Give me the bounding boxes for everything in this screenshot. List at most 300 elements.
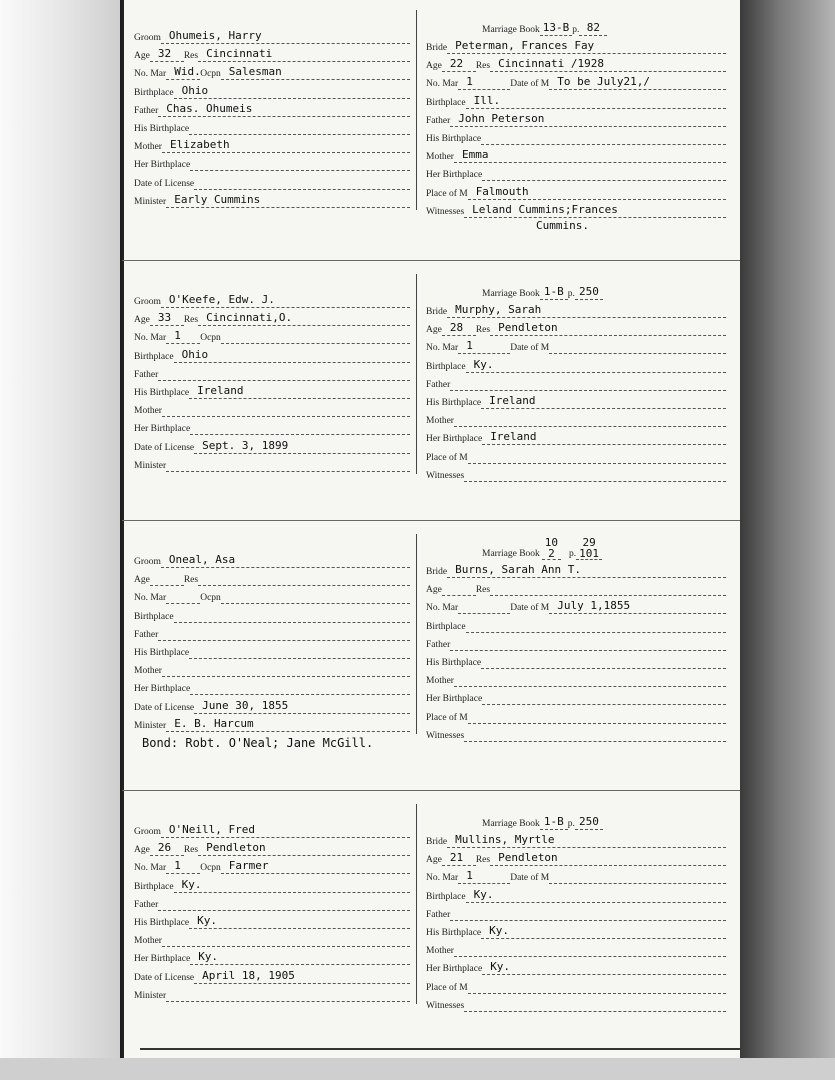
record-4-groom-minister-row xyxy=(134,986,410,1002)
scan-right-margin xyxy=(740,0,835,1080)
scan-bottom-margin xyxy=(0,1058,835,1080)
record-4-marriage-book xyxy=(482,808,603,830)
record-2-bride-age-value: 28 xyxy=(442,321,476,336)
record-2-groom-age-label: Age xyxy=(134,315,150,326)
record-3-bride-his-birthplace-label: His Birthplace xyxy=(426,658,482,668)
record-1-bride-res-label: Res xyxy=(475,61,491,72)
record-1-groom-license-value xyxy=(194,175,410,190)
record-2-bride-age-label: Age xyxy=(426,325,442,336)
record-4-book-number: 1-B xyxy=(540,815,568,830)
record-3-groom-her-birthplace-label: Her Birthplace xyxy=(134,684,191,695)
record-1-groom-minister-label: Minister xyxy=(134,196,167,207)
record-3-bride-date-of-m-value: July 1,1855 xyxy=(549,599,726,614)
record-2-bride-witnesses-label: Witnesses xyxy=(426,470,465,481)
record-4-bride-date-of-m-value xyxy=(549,869,726,884)
record-2-groom-birthplace-value: Ohio xyxy=(174,348,410,363)
record-3-bride-birthplace-row xyxy=(426,617,726,633)
record-1-page-label: p. xyxy=(572,25,580,35)
record-1-bride-nomar-row xyxy=(426,74,726,90)
record-3-bride-place-of-m-label: Place of M xyxy=(426,712,468,723)
record-2-bride-father-value xyxy=(450,376,726,391)
record-1-bride-father-value: John Peterson xyxy=(450,112,726,127)
record-3-bride-age-label: Age xyxy=(426,585,442,596)
record-4-bride-no-mar-label: No. Mar xyxy=(426,873,459,884)
record-3-groom-his-birthplace-label: His Birthplace xyxy=(134,648,190,658)
record-3-bride-no-mar-value xyxy=(458,599,510,614)
record-3-groom-license-value: June 30, 1855 xyxy=(194,699,410,714)
record-3-separator xyxy=(122,520,740,521)
record-4-groom-nomar-row xyxy=(134,858,410,874)
record-1-bride-label: Bride xyxy=(426,43,448,53)
record-2-groom-his-birthplace-row xyxy=(134,383,410,399)
record-4-bride-place-of-m-label: Place of M xyxy=(426,982,468,993)
record-3-groom-ocpn-value xyxy=(221,589,410,604)
record-1-groom-age-row xyxy=(134,46,410,62)
record-3-bond-note: Bond: Robt. O'Neal; Jane McGill. xyxy=(142,736,374,750)
record-2-bride-res-label: Res xyxy=(475,325,491,336)
record-3-bride-age-row xyxy=(426,580,726,596)
record-1-bride-her-birthplace-label: Her Birthplace xyxy=(426,170,483,181)
record-3-bride-place-of-m-value xyxy=(468,709,726,724)
record-1-groom-mother-row xyxy=(134,137,410,153)
record-1-groom-birthplace-label: Birthplace xyxy=(134,87,174,98)
record-4-groom-her-birthplace-value: Ky. xyxy=(190,950,410,965)
record-3-page-number-top: 29 xyxy=(582,536,596,549)
record-2-groom-label: Groom xyxy=(134,297,161,307)
record-1-bride-age-row xyxy=(426,56,726,72)
record-4-marriage-book-label: Marriage Book xyxy=(482,819,540,829)
record-4-groom-age-value: 26 xyxy=(150,841,184,856)
record-1-bride-res-value: Cincinnati /1928 xyxy=(490,57,726,72)
record-4-bride-her-birthplace-value: Ky. xyxy=(482,960,726,975)
record-4-bride-date-of-m-label: Date of M xyxy=(510,873,550,884)
record-1-groom-minister-row xyxy=(134,192,410,208)
record-1-groom-mother-value: Elizabeth xyxy=(162,138,410,153)
record-3-bride-his-birthplace-row xyxy=(426,653,726,669)
record-4-bride-her-birthplace-label: Her Birthplace xyxy=(426,964,483,975)
record-4-bride-witnesses-row xyxy=(426,996,726,1012)
record-4-bride-age-value: 21 xyxy=(442,851,476,866)
record-3-book-number xyxy=(542,537,561,560)
record-3-groom-res-label: Res xyxy=(183,575,199,586)
record-3-groom-minister-row xyxy=(134,716,410,732)
record-4-bride-mother-row xyxy=(426,941,726,957)
record-2-bride-place-of-m-value xyxy=(468,449,726,464)
record-2-bride-date-of-m-label: Date of M xyxy=(510,343,550,354)
record-1-bride-mother-value: Emma xyxy=(454,148,726,163)
record-3-groom-age-label: Age xyxy=(134,575,150,586)
record-2-groom-age-value: 33 xyxy=(150,311,184,326)
record-3-bride-label: Bride xyxy=(426,567,448,577)
record-4-groom-license-label: Date of License xyxy=(134,972,195,983)
record-4-bride-res-label: Res xyxy=(475,855,491,866)
record-3-groom-row xyxy=(134,552,410,568)
record-1-groom-license-label: Date of License xyxy=(134,178,195,189)
record-3-groom-res-value xyxy=(198,571,410,586)
record-2-groom-mother-value xyxy=(162,402,410,417)
record-2-groom-res-label: Res xyxy=(183,315,199,326)
record-1-bride-her-birthplace-row xyxy=(426,165,726,181)
record-1-groom-minister-value: Early Cummins xyxy=(166,193,410,208)
record-2-groom-no-mar-label: No. Mar xyxy=(134,333,167,344)
record-4-bride-place-row xyxy=(426,978,726,994)
record-3-bride-birthplace-label: Birthplace xyxy=(426,621,466,632)
record-2-groom-age-row xyxy=(134,310,410,326)
record-4-bride-age-label: Age xyxy=(426,855,442,866)
record-4-groom-res-label: Res xyxy=(183,845,199,856)
record-4-groom-father-label: Father xyxy=(134,899,159,910)
record-4-groom-ocpn-value: Farmer xyxy=(221,859,410,874)
record-3-groom-nomar-row xyxy=(134,588,410,604)
record-3-page-number-bottom: 101 xyxy=(579,547,600,560)
record-4-bride-father-row xyxy=(426,905,726,921)
record-1-bride-place-of-m-value: Falmouth xyxy=(468,185,726,200)
record-2-groom-his-birthplace-value: Ireland xyxy=(189,384,410,399)
record-4-groom-license-value: April 18, 1905 xyxy=(194,969,410,984)
record-2-bride-date-of-m-value xyxy=(549,339,726,354)
record-1-bride-mother-label: Mother xyxy=(426,152,454,163)
record-4-bride-nomar-row xyxy=(426,868,726,884)
record-2-groom-minister-value xyxy=(166,457,410,472)
record-2-bride-no-mar-label: No. Mar xyxy=(426,343,459,354)
record-1-bride-witnesses-value: Leland Cummins;Frances xyxy=(464,203,726,218)
record-1-groom-age-value: 32 xyxy=(150,47,184,62)
record-4-groom-age-row xyxy=(134,840,410,856)
record-1-bride-age-value: 22 xyxy=(442,57,476,72)
record-2-groom-his-birthplace-label: His Birthplace xyxy=(134,388,190,398)
record-2-bride-his-birthplace-value: Ireland xyxy=(481,394,726,409)
record-2-groom-minister-label: Minister xyxy=(134,460,167,471)
record-3-book-number-top: 10 xyxy=(544,536,559,549)
record-4-groom-label: Groom xyxy=(134,827,161,837)
record-4-groom-no-mar-label: No. Mar xyxy=(134,863,167,874)
record-3-groom-father-label: Father xyxy=(134,629,159,640)
record-3-groom-his-birthplace-value xyxy=(189,644,410,659)
record-2-groom-license-row xyxy=(134,438,410,454)
record-1-groom-birthplace-value: Ohio xyxy=(174,84,410,99)
record-3-groom-her-birthplace-row xyxy=(134,679,410,695)
record-1-groom-no-mar-label: No. Mar xyxy=(134,69,167,80)
record-3-bride-his-birthplace-value xyxy=(481,654,726,669)
record-2-bride-witnesses-row xyxy=(426,466,726,482)
record-1-groom-res-label: Res xyxy=(183,51,199,62)
record-3-groom-birthplace-value xyxy=(174,608,410,623)
record-2-groom-father-label: Father xyxy=(134,369,159,380)
record-2-marriage-book-label: Marriage Book xyxy=(482,289,540,299)
record-3-bride-father-row xyxy=(426,635,726,651)
record-4-groom-mother-row xyxy=(134,931,410,947)
record-2-bride-father-label: Father xyxy=(426,379,451,390)
record-2-bride-age-row xyxy=(426,320,726,336)
record-2-groom-license-label: Date of License xyxy=(134,442,195,453)
record-3-bride-her-birthplace-label: Her Birthplace xyxy=(426,694,483,705)
record-4-groom-row xyxy=(134,822,410,838)
record-1-groom-father-value: Chas. Ohumeis xyxy=(158,102,410,117)
record-3-groom-father-row xyxy=(134,625,410,641)
record-4-bride-label: Bride xyxy=(426,837,448,847)
record-1-groom-his-birthplace-row xyxy=(134,119,410,135)
record-1-bride-place-row xyxy=(426,184,726,200)
record-2-groom-name-value: O'Keefe, Edw. J. xyxy=(161,293,410,308)
record-1-groom-age-label: Age xyxy=(134,51,150,62)
record-3-groom-age-row xyxy=(134,570,410,586)
record-3-bride-mother-row xyxy=(426,671,726,687)
record-4-bride-no-mar-value: 1 xyxy=(458,869,510,884)
record-2-bride-no-mar-value: 1 xyxy=(458,339,510,354)
record-1-bride-row xyxy=(426,38,726,54)
record-2-groom-ocpn-label: Ocpn xyxy=(200,333,221,344)
record-3-groom-birthplace-row xyxy=(134,607,410,623)
record-2-groom-license-value: Sept. 3, 1899 xyxy=(194,439,410,454)
record-1-bride-his-birthplace-row xyxy=(426,129,726,145)
record-3-bride-age-value xyxy=(442,581,476,596)
record-4-groom-his-birthplace-row xyxy=(134,913,410,929)
record-3-groom-age-value xyxy=(150,571,184,586)
record-3-bride-nomar-row xyxy=(426,598,726,614)
record-2-page-label: p. xyxy=(567,289,575,299)
record-1-groom-ocpn-value: Salesman xyxy=(221,65,410,80)
record-2-bride-name-value: Murphy, Sarah xyxy=(447,303,726,318)
record-2-book-number: 1-B xyxy=(540,285,568,300)
record-3-groom-license-label: Date of License xyxy=(134,702,195,713)
record-1-bride-father-row xyxy=(426,111,726,127)
record-3-groom-her-birthplace-value xyxy=(190,680,410,695)
record-4-bride-row xyxy=(426,832,726,848)
record-2-bride-row xyxy=(426,302,726,318)
record-1-groom-name-value: Ohumeis, Harry xyxy=(161,29,410,44)
record-1-groom-father-row xyxy=(134,101,410,117)
record-2-marriage-book xyxy=(482,278,603,300)
record-4-groom-minister-label: Minister xyxy=(134,990,167,1001)
record-4-bride-her-birthplace-row xyxy=(426,959,726,975)
record-3-book-number-bottom: 2 xyxy=(548,547,555,560)
record-1-groom-label: Groom xyxy=(134,33,161,43)
record-1-bride-witnesses-label: Witnesses xyxy=(426,206,465,217)
record-3-bride-mother-value xyxy=(454,672,726,687)
record-2-groom-birthplace-row xyxy=(134,347,410,363)
record-3-bride-res-value xyxy=(490,581,726,596)
record-4-bride-birthplace-label: Birthplace xyxy=(426,891,466,902)
record-3-bride-witnesses-row xyxy=(426,726,726,742)
record-3-bride-her-birthplace-row xyxy=(426,689,726,705)
record-1-bride-place-of-m-label: Place of M xyxy=(426,188,468,199)
record-3-groom-minister-value: E. B. Harcum xyxy=(166,717,410,732)
record-4-bride-birthplace-row xyxy=(426,887,726,903)
record-2-bride-mother-row xyxy=(426,411,726,427)
record-3-groom-no-mar-value xyxy=(166,589,200,604)
record-1-bride-his-birthplace-value xyxy=(481,130,726,145)
record-4-page-number: 250 xyxy=(575,815,603,830)
record-3-marriage-book xyxy=(482,538,602,560)
record-4-page-label: p. xyxy=(567,819,575,829)
record-1-book-number: 13-B xyxy=(540,21,573,36)
record-3-groom-mother-value xyxy=(162,662,410,677)
record-1-groom-her-birthplace-value xyxy=(190,156,410,171)
record-4-bride-witnesses-value xyxy=(464,997,726,1012)
record-2-groom-nomar-row xyxy=(134,328,410,344)
record-3-groom-minister-label: Minister xyxy=(134,720,167,731)
record-4-separator xyxy=(122,790,740,791)
record-4-column-divider xyxy=(416,804,417,1004)
record-4-bride-mother-label: Mother xyxy=(426,946,454,957)
record-4-groom-father-value xyxy=(158,896,410,911)
record-1-bride-date-of-m-label: Date of M xyxy=(510,79,550,90)
record-1-bride-birthplace-value: Ill. xyxy=(466,94,726,109)
record-1-groom-his-birthplace-label: His Birthplace xyxy=(134,124,190,134)
record-2-groom-mother-row xyxy=(134,401,410,417)
record-2-page-number: 250 xyxy=(575,285,603,300)
record-3-bride-witnesses-label: Witnesses xyxy=(426,730,465,741)
record-3-bride-mother-label: Mother xyxy=(426,676,454,687)
record-3-groom-birthplace-label: Birthplace xyxy=(134,611,174,622)
record-4-bride-father-value xyxy=(450,906,726,921)
record-2-bride-place-of-m-label: Place of M xyxy=(426,452,468,463)
record-1-groom-ocpn-label: Ocpn xyxy=(200,69,221,80)
record-2-groom-minister-row xyxy=(134,456,410,472)
record-4-bride-name-value: Mullins, Myrtle xyxy=(447,833,726,848)
record-4-groom-birthplace-label: Birthplace xyxy=(134,881,174,892)
record-1-column-divider xyxy=(416,10,417,210)
record-2-bride-father-row xyxy=(426,375,726,391)
record-3-groom-his-birthplace-row xyxy=(134,643,410,659)
record-2-bride-his-birthplace-row xyxy=(426,393,726,409)
record-2-bride-res-value: Pendleton xyxy=(490,321,726,336)
record-1-bride-witnesses-continued: Cummins. xyxy=(536,219,589,232)
record-3-bride-no-mar-label: No. Mar xyxy=(426,603,459,614)
record-2-groom-her-birthplace-row xyxy=(134,419,410,435)
record-4-groom-his-birthplace-value: Ky. xyxy=(189,914,410,929)
record-1-groom-license-row xyxy=(134,174,410,190)
record-2-bride-witnesses-value xyxy=(464,467,726,482)
record-1-groom-no-mar-value: Wid. xyxy=(166,65,200,80)
record-4-groom-ocpn-label: Ocpn xyxy=(200,863,221,874)
record-1-bride-name-value: Peterman, Frances Fay xyxy=(447,39,726,54)
record-1-groom-his-birthplace-value xyxy=(189,120,410,135)
record-1-groom-res-value: Cincinnati xyxy=(198,47,410,62)
record-4-groom-mother-value xyxy=(162,932,410,947)
record-4-bride-place-of-m-value xyxy=(468,979,726,994)
record-1-bride-her-birthplace-value xyxy=(482,166,726,181)
record-3-page-number xyxy=(576,537,602,560)
record-1-marriage-book xyxy=(482,14,607,36)
record-4-groom-mother-label: Mother xyxy=(134,936,162,947)
record-1-groom-her-birthplace-row xyxy=(134,155,410,171)
record-2-bride-place-row xyxy=(426,448,726,464)
record-4-groom-no-mar-value: 1 xyxy=(166,859,200,874)
record-1-groom-birthplace-row xyxy=(134,83,410,99)
record-3-groom-mother-label: Mother xyxy=(134,666,162,677)
record-4-bride-age-row xyxy=(426,850,726,866)
record-2-groom-her-birthplace-value xyxy=(190,420,410,435)
record-3-bride-res-label: Res xyxy=(475,585,491,596)
record-2-bride-mother-value xyxy=(454,412,726,427)
record-1-bride-date-of-m-value: To be July21,/ xyxy=(549,75,726,90)
record-3-bride-birthplace-value xyxy=(466,618,726,633)
record-2-bride-birthplace-label: Birthplace xyxy=(426,361,466,372)
record-1-bride-witnesses-row xyxy=(426,202,726,218)
record-4-bride-his-birthplace-row xyxy=(426,923,726,939)
record-2-groom-no-mar-value: 1 xyxy=(166,329,200,344)
record-2-bride-mother-label: Mother xyxy=(426,416,454,427)
record-2-groom-her-birthplace-label: Her Birthplace xyxy=(134,424,191,435)
record-4-bride-his-birthplace-value: Ky. xyxy=(481,924,726,939)
record-3-groom-license-row xyxy=(134,698,410,714)
record-4-groom-minister-value xyxy=(166,987,410,1002)
record-3-bride-her-birthplace-value xyxy=(482,690,726,705)
record-1-groom-row xyxy=(134,28,410,44)
record-1-groom-mother-label: Mother xyxy=(134,142,162,153)
record-4-groom-name-value: O'Neill, Fred xyxy=(161,823,410,838)
record-4-groom-license-row xyxy=(134,968,410,984)
record-2-bride-label: Bride xyxy=(426,307,448,317)
record-2-bride-her-birthplace-row xyxy=(426,429,726,445)
record-3-groom-mother-row xyxy=(134,661,410,677)
record-1-bride-no-mar-value: 1 xyxy=(458,75,510,90)
record-1-page-number: 82 xyxy=(579,21,607,36)
record-4-bride-mother-value xyxy=(454,942,726,957)
record-3-column-divider xyxy=(416,534,417,734)
record-2-groom-father-row xyxy=(134,365,410,381)
record-4-groom-birthplace-row xyxy=(134,877,410,893)
record-4-groom-his-birthplace-label: His Birthplace xyxy=(134,918,190,928)
record-3-groom-label: Groom xyxy=(134,557,161,567)
record-4-groom-her-birthplace-row xyxy=(134,949,410,965)
scan-left-margin xyxy=(0,0,120,1080)
record-3-groom-ocpn-label: Ocpn xyxy=(200,593,221,604)
record-1-marriage-book-label: Marriage Book xyxy=(482,25,540,35)
record-2-groom-birthplace-label: Birthplace xyxy=(134,351,174,362)
record-2-bride-his-birthplace-label: His Birthplace xyxy=(426,398,482,408)
record-3-bride-father-label: Father xyxy=(426,639,451,650)
sheet-bottom-rule xyxy=(140,1048,740,1050)
record-2-bride-her-birthplace-label: Her Birthplace xyxy=(426,434,483,445)
record-1-groom-her-birthplace-label: Her Birthplace xyxy=(134,160,191,171)
record-3-groom-name-value: Oneal, Asa xyxy=(161,553,410,568)
record-4-bride-res-value: Pendleton xyxy=(490,851,726,866)
record-2-groom-res-value: Cincinnati,O. xyxy=(198,311,410,326)
record-3-bride-witnesses-value xyxy=(464,727,726,742)
record-1-bride-mother-row xyxy=(426,147,726,163)
record-2-groom-ocpn-value xyxy=(221,329,410,344)
record-2-bride-her-birthplace-value: Ireland xyxy=(482,430,726,445)
record-1-bride-no-mar-label: No. Mar xyxy=(426,79,459,90)
record-2-bride-birthplace-row xyxy=(426,357,726,373)
record-3-bride-date-of-m-label: Date of M xyxy=(510,603,550,614)
record-4-groom-age-label: Age xyxy=(134,845,150,856)
record-3-bride-name-value: Burns, Sarah Ann T. xyxy=(447,563,726,578)
record-2-bride-nomar-row xyxy=(426,338,726,354)
record-1-bride-his-birthplace-label: His Birthplace xyxy=(426,134,482,144)
record-4-bride-birthplace-value: Ky. xyxy=(466,888,726,903)
record-1-bride-age-label: Age xyxy=(426,61,442,72)
record-3-marriage-book-label: Marriage Book xyxy=(482,549,540,559)
record-1-groom-father-label: Father xyxy=(134,105,159,116)
record-2-column-divider xyxy=(416,274,417,474)
record-2-groom-mother-label: Mother xyxy=(134,406,162,417)
record-4-groom-res-value: Pendleton xyxy=(198,841,410,856)
record-2-groom-row xyxy=(134,292,410,308)
record-4-bride-his-birthplace-label: His Birthplace xyxy=(426,928,482,938)
record-4-groom-father-row xyxy=(134,895,410,911)
record-3-bride-row xyxy=(426,562,726,578)
record-1-bride-father-label: Father xyxy=(426,115,451,126)
record-3-page-label: p. xyxy=(569,549,577,559)
record-2-bride-birthplace-value: Ky. xyxy=(466,358,726,373)
record-1-bride-birthplace-label: Birthplace xyxy=(426,97,466,108)
record-3-groom-no-mar-label: No. Mar xyxy=(134,593,167,604)
record-4-groom-her-birthplace-label: Her Birthplace xyxy=(134,954,191,965)
record-3-bride-father-value xyxy=(450,636,726,651)
